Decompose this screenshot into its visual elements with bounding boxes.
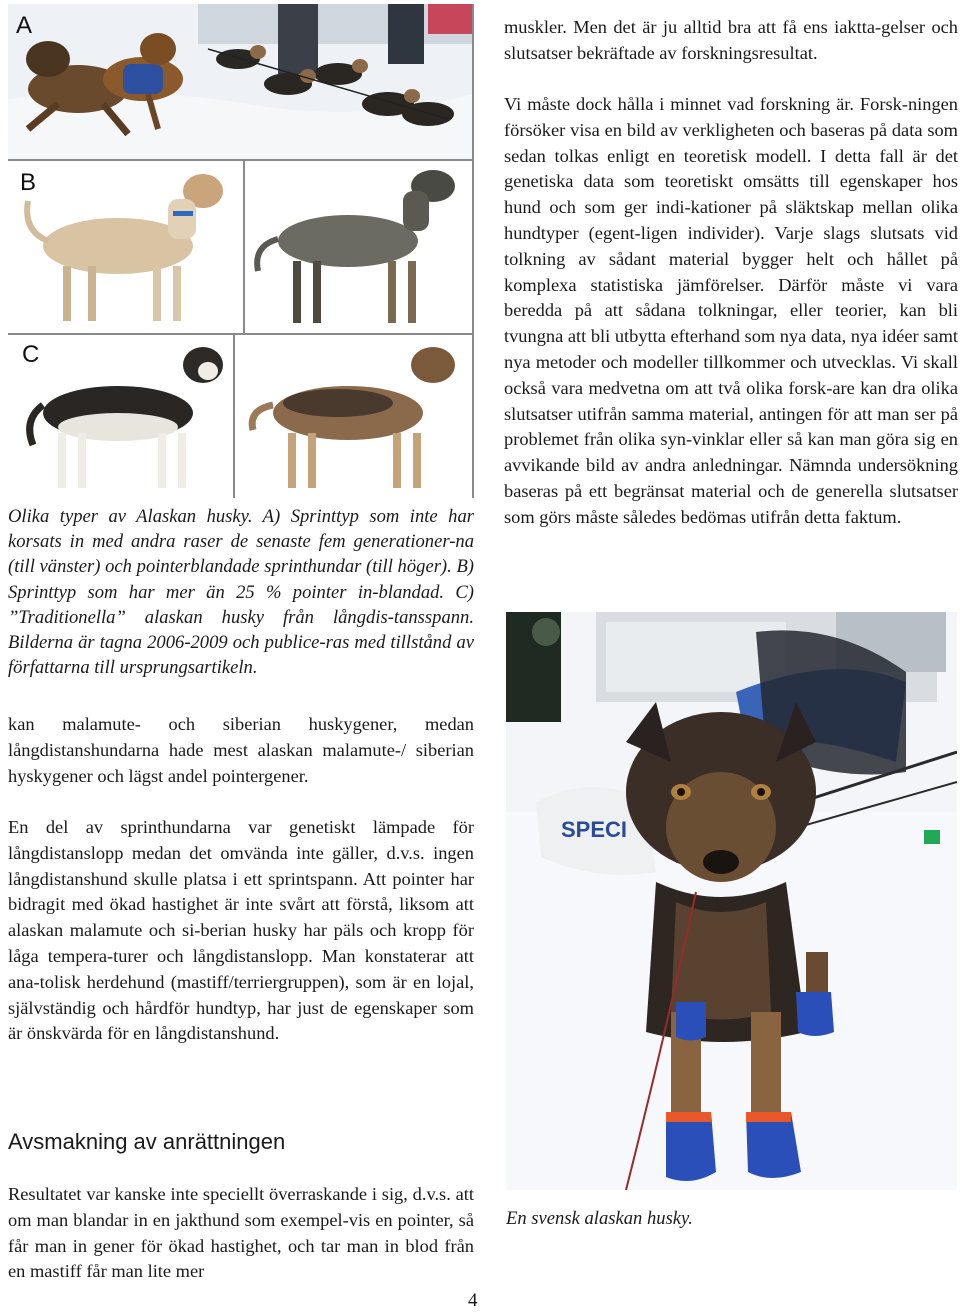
- right-paragraph-2-block: [504, 92, 958, 531]
- right-paragraph-1: muskler. Men det är ju alltid bra att få ens iaktta-gelser och slutsatser bekräftade av forskningsresultat.: [504, 17, 958, 63]
- left-paragraph-2: En del av sprinthundarna var genetiskt lämpade för långdistanslopp medan det omvända inte gäller, d.v.s. ingen långdistanshund skulle platsa i ett sprintspann. Att pointer har bidragit med ökad hastighet är inte svårt att förstå, liksom att alaskan malamute och si-berian husky har päls och kropp för låga tempera-turer och långdistanslopp. Man konstaterar att ana-tolisk herdehund (mastiff/terriergruppen), som är en lojal, självständig och hårdför hundtyp, har just de egenskaper som är önskvärda för en långdistanshund.: [8, 817, 474, 1044]
- left-paragraph-1-block: [8, 712, 474, 789]
- figure-caption-block: [8, 504, 474, 680]
- section-heading: Avsmakning av anrättningen: [8, 1129, 286, 1154]
- panel-c-image: [8, 335, 474, 498]
- panel-b-label: B: [20, 169, 37, 196]
- figure-caption: Olika typer av Alaskan husky. A) Sprinttyp som inte har korsats in med andra raser de senaste fem generationer-na (till vänster) och pointerblandade sprinthundar (till höger). B) Sprinttyp som har mer än 25 % pointer in-blandad. C) ”Traditionella” alaskan husky från långdis-tansspann. Bilderna är tagna 2006-2009 och publice-ras med tillstånd av författarna till ursprungsartikeln.: [8, 506, 474, 679]
- panel-c-label: C: [22, 341, 40, 368]
- left-paragraph-1: kan malamute- och siberian huskygener, medan långdistanshundarna hade mest alaskan malamute-/ siberian hyskygener och lägst andel pointergener.: [8, 714, 474, 786]
- panel-a-image: [8, 4, 474, 159]
- figure-divider: [472, 4, 474, 498]
- section-heading-block: [8, 1128, 474, 1156]
- photo-caption-block: [506, 1206, 957, 1231]
- figure-divider: [8, 333, 474, 335]
- panel-a-label: A: [16, 12, 33, 39]
- left-paragraph-2-block: [8, 815, 474, 1047]
- left-paragraph-3: Resultatet var kanske inte speciellt överraskande i sig, d.v.s. att om man blandar in en jakthund som exempel-vis en pointer, så får man in gener för ökad hastighet, och tar man in blod från en mastiff får man lite mer: [8, 1184, 474, 1282]
- right-paragraph-1-block: [504, 15, 958, 67]
- page-number: 4: [468, 1290, 478, 1311]
- right-paragraph-2: Vi måste dock hålla i minnet vad forskning är. Forsk-ningen försöker visa en bild av verkligheten och baseras på data som sedan tolkas enligt en teoretisk modell. I detta fall är det genetiska data som teoretiskt omsätts till egenskaper hos hund och som ger indi-kationer på släktskap mellan olika hundtyper (egent-ligen individer). Varje slags slutsats vid tolkning av sådant material bygger helt och hållet på komplexa statistiska jämförelser. Därför måste vi vara beredda på att sådana tolkningar, eller teorier, kan bli tvungna att bli utbytta efterhand som nya data, nya idéer samt nya metoder och modeller tillkommer och utvecklas. Vi skall också vara medvetna om att två olika forsk-are kan dra olika slutsatser utifrån samma material, antingen för att man ser på problemet från olika syn-vinklar eller så kan man göra sig en avvikande bild av andra anledningar. Nämnda undersökning baseras på ett begränsat material och de generella slutsatser som görs måste således bedömas utifrån detta faktum.: [504, 94, 959, 527]
- panel-b-image: [8, 161, 474, 333]
- figure-divider: [8, 159, 474, 161]
- left-paragraph-3-block: [8, 1182, 474, 1285]
- bag-print-text: SPECI: [561, 817, 628, 842]
- dog-types-figure: [8, 4, 474, 498]
- husky-photo: [506, 612, 957, 1190]
- photo-caption: En svensk alaskan husky.: [506, 1208, 693, 1229]
